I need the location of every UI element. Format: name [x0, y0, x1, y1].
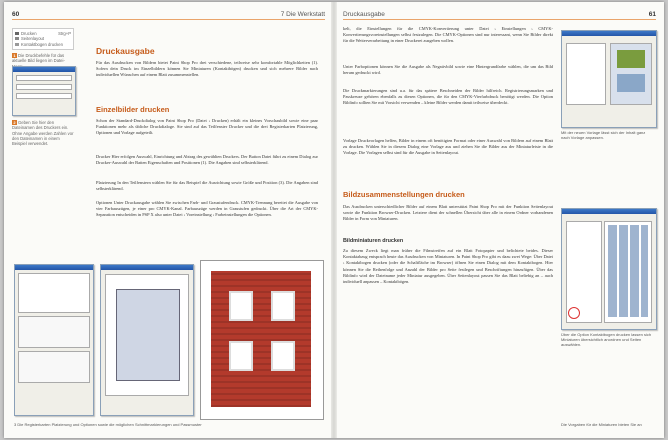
right-header: [343, 9, 656, 20]
running-head: Druckausgabe: [343, 11, 385, 18]
menu-excerpt: [12, 28, 74, 69]
right-caption-bottom: Die Vorgaben für die Miniaturen bieten Sie an: [561, 422, 642, 427]
bildzusammen-paragraph: Das Ausdrucken unterschiedlicher Bilder auf einem Blatt unterstützt Paint Shop Pro mit der Funktion Seitenlayout sowie die Funktion Browser-Drucken. Letztere dient der schnellen Übersicht über alle in einem Ordner vorhandenen Bilder in Form von Miniaturen.: [343, 204, 553, 222]
print-preview-sheet: [200, 260, 324, 420]
right-caption-1: Mit der neuen Vorlage lässt sich der Inhalt ganz nach Vorlage anpassen.: [561, 130, 646, 140]
layout-icon: [15, 37, 19, 40]
farboptionen-paragraph: Unter Farboptionen können Sie die Ausgabe als Negativbild sowie eine Hintergrundfarbe wählen, die um das Bild herum gedruckt wird.: [343, 64, 553, 76]
right-page: [335, 2, 664, 438]
druckmarkierungen-paragraph: Die Druckmarkierungen sind u.a. für das spätere Beschneiden der Bilder hilfreich. Registrierungsmarken und Passkreuze gehören ebenfalls zu diesen Optionen, die für den CMYK-Vierfarbdruck benötigt werden. Die Option Bildinfo sollten Sie mit Vorsicht verwenden – kleine Bilder werden damit teilweise überdeckt.: [343, 88, 553, 106]
sidebar-note-2: 2 Geben Sie hier den Dateinamen des Druckers ein. Ohne Angabe werden Zahlen vor den Dateinamen in einem Beispiel verwendet.: [12, 120, 74, 147]
heading-bildminiaturen: Bildminiaturen drucken: [343, 238, 404, 244]
print-menu: [12, 28, 74, 50]
miniaturen-paragraph: Zu diesem Zweck liegt man früher die Filmstreifen auf ein Blatt Fotopapier und belichtete beides. Dieser Kontaktabzug entsprach heute das Ausdrucken von Miniaturen. In Paint Shop Pro gibt es dazu zwei Wege: Über Datei › Kontaktbogen drucken (oder die Schaltfläche im Browser) öffnen Sie einen Dialog mit dem Kontaktbogen. Hier können Sie die Reihenfolge und Anzahl der Bilder pro Seite festlegen und Beschriftungen hinzufügen. Über das Bildinfo wird der Dateiname jeder Miniatur ausgegeben. Über Seitenlayout passen Sie das Blatt beliebig an – auch individuell anpassen – Kontaktbögen.: [343, 248, 553, 285]
cmyk-paragraph: kelt, die Einstellungen für die CMYK-Konvertierung unter Datei › Einstellungen › CMYK-Konvertierungsvoreinstellungen selbst festzulegen. Die CMYK-Optionen sind nur interessant, wenn Sie Bilder direkt für die Weiterverarbeitung in einer Druckerei ausgeben wollen.: [343, 26, 553, 44]
printer-icon: [15, 32, 19, 35]
drucker-paragraph: Drucker Hier erfolgen Auswahl, Einrichtung und Abtrag des gewählten Druckers. Der Button Datei führt zu einem Dialog zur Drucker-Auswahl der Batten Eigenschaften und Positionen (1). Die Angaben sind selbsterklärend.: [96, 154, 318, 166]
menu-item-seitenlayout[interactable]: Seitenlayout: [15, 36, 71, 41]
left-header: [12, 9, 325, 20]
section-paragraph: Schon der Standard-Druckdialog von Paint Shop Pro (Datei › Drucken) erhält ein kleines Vorschaubild sowie eine paar Funktionen mehr als übliche Druckdialoge. Sie sind auf das Teilfenster Drucker und die drei Registerkarten Platzierung, Optionen und Vorlage aufgeteilt.: [96, 118, 318, 136]
running-head: 7 Die Werkstatt: [280, 11, 325, 18]
preview-image: [211, 271, 311, 407]
right-caption-2: Über die Option Kontaktbogen drucken lassen sich Miniaturen übersichtlich anordnen und Seiten auswählen.: [561, 332, 652, 347]
contact-sheet-dialog: [561, 208, 657, 330]
left-figure-caption: 3 Die Registerkarten Platzierung und Optionen sowie die möglichen Schnittmarkierungen und Passmuster: [14, 422, 202, 427]
sidebar-note-1: 1 Die Druckbefehle für das aktuelle Bild liegen im Datei-: [12, 52, 65, 64]
optionen-paragraph: Optionen Unter Druckausgabe wählen Sie zwischen Farb- und Graustufendruck. CMYK-Trennung bereitet die Ausgabe von vier Farbauszügen, je einer pro CMYK-Kanal. Farbauszüge werden in Graustufen gedruckt. Über die Art der CMYK-Separation entscheiden in PSP X also unter Datei › Voreinstellung › Farbeinstellungen die Optionen.: [96, 200, 318, 218]
intro-paragraph: Für das Ausdrucken von Bildern bietet Paint Shop Pro drei verschiedene, teilweise sehr komfortable Möglichkeiten (1). Sofern dein Druck im Einzelbildern können Sie Miniaturen (Kontaktbögen) drucken und sich mehrere Bilder nach individuellen Wünschen auf einem Blatt zusammenstellen.: [96, 60, 318, 78]
vorlage-paragraph: Vorlage Druckvorlagen helfen, Bilder in einem oft benötigten Format oder einer Auswahl von Bildern auf einem Blatt zu drucken. Wählen Sie in diesem Dialog eine Vorlage aus und ziehen Sie die Bilder aus der Miniaturleiste in die Vorlage. Die Vorlagen selbst sind für die Ausgabe in Seitenlayout.: [343, 138, 553, 156]
page-number: 61: [648, 11, 656, 18]
menu-item-drucken[interactable]: Drucken Strg+P: [15, 31, 71, 36]
book-spread: [4, 2, 664, 438]
heading-einzelbilder: Einzelbilder drucken: [96, 105, 170, 114]
heading-bildzusammenstellungen: Bildzusammenstellungen drucken: [343, 190, 465, 199]
print-dialog-thumb: [12, 66, 76, 116]
menu-item-kontaktbogen[interactable]: Kontaktbogen drucken: [15, 42, 71, 47]
options-dialog: [14, 264, 94, 416]
platzierung-paragraph: Platzierung In den Teilfenstern wählen Sie für das Beispiel die Ausrichtung sowie Größe und Position (3). Die Angaben sind selbsterklärend.: [96, 180, 318, 192]
left-page: [4, 2, 333, 438]
template-dialog: [561, 30, 657, 128]
page-number: 60: [12, 11, 20, 18]
shortcut: Strg+P: [58, 31, 71, 36]
grid-icon: [15, 43, 19, 46]
placement-dialog: [100, 264, 194, 416]
heading-druckausgabe: Druckausgabe: [96, 46, 155, 56]
